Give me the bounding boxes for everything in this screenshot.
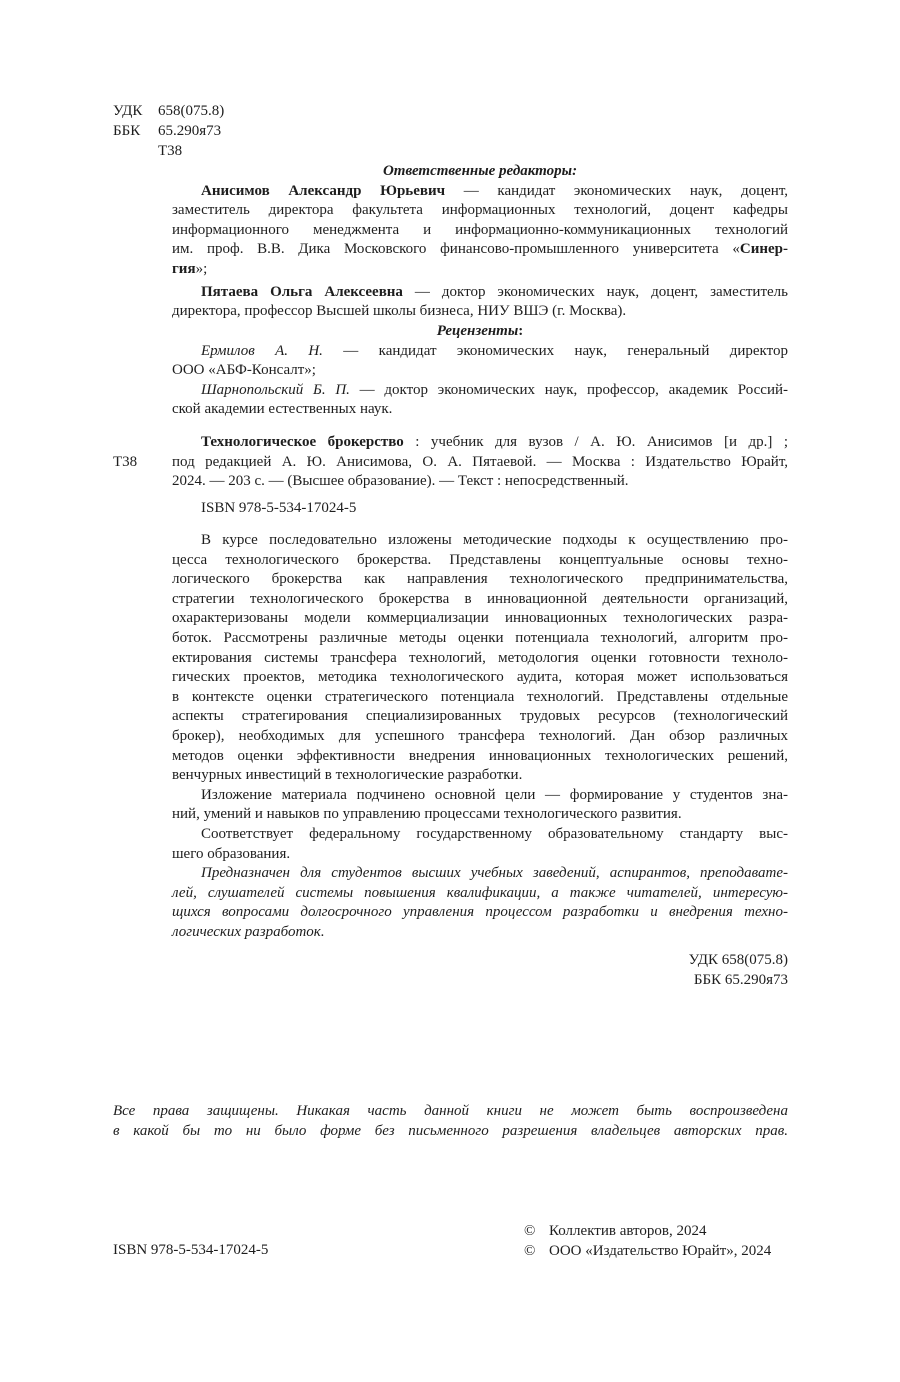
annotation-p4: Предназначен для студентов высших учебных заведений, аспирантов, преподавате- лей, слушателей системы повышения квалификации, а также читателей, интересую- щихся вопросами долгосрочного управления процессом разработки и внедрения техно- логических разработок.: [172, 865, 788, 940]
reviewers-heading: Рецензенты:: [436, 323, 524, 339]
isbn-bottom: ISBN 978-5-534-17024-5: [113, 1242, 269, 1258]
editor2-line1: Пятаева Ольга Алексеевна — доктор экономических наук, доцент, заместитель: [201, 283, 788, 300]
catalog-entry: [172, 433, 788, 492]
reviewer1-line2: ООО «АБФ-Консалт»;: [172, 362, 316, 379]
catalog-line2: под редакцией А. Ю. Анисимова, О. А. Пятаевой. — Москва : Издательство Юрайт,: [172, 453, 788, 470]
annotation: [172, 531, 788, 942]
reviewer2-name: Шарнопольский Б. П.: [201, 381, 350, 398]
udk-label: УДК: [113, 103, 143, 119]
annotation-p3: Соответствует федеральному государственному образовательному стандарту выс- шего образования.: [172, 825, 788, 862]
rights-notice: Все права защищены. Никакая часть данной книги не может быть воспроизведена в какой бы то ни было форме без письменного разрешения владельцев авторских прав.: [113, 1103, 788, 1139]
author-mark: Т38: [158, 143, 183, 159]
book-title: Технологическое брокерство: [201, 434, 404, 450]
copyright-publisher: © ООО «Издательство Юрайт», 2024: [524, 1243, 772, 1259]
reviewer1-name: Ермилов А. Н.: [201, 342, 323, 359]
copyright-icon: ©: [524, 1223, 536, 1239]
udk-value: 658(075.8): [158, 103, 225, 119]
editor1-line1: Анисимов Александр Юрьевич — кандидат экономических наук, доцент,: [201, 182, 788, 199]
isbn-top: ISBN 978-5-534-17024-5: [201, 500, 357, 516]
editor1-line2: заместитель директора факультета информационных технологий, доцент кафедры: [172, 202, 788, 219]
editor2-name: Пятаева Ольга Алексеевна: [201, 283, 403, 300]
copyright-block: [524, 1221, 771, 1261]
classification-codes: [113, 101, 224, 161]
reviewer1-line1: Ермилов А. Н. — кандидат экономических наук, генеральный директор: [201, 342, 788, 359]
editor1-org: Синер-: [739, 241, 788, 258]
bbk-label: ББК: [113, 123, 141, 139]
bbk-row: [113, 121, 224, 141]
bbk-value: 65.290я73: [158, 123, 222, 139]
editor1-line3: информационного менеджмента и информационно-коммуникационных технологий: [172, 221, 788, 238]
classification-bottom: [172, 951, 788, 990]
udk-bottom: УДК 658(075.8): [688, 952, 788, 968]
editors-section: [172, 162, 788, 322]
reviewer2-line2: ской академии естественных наук.: [172, 401, 393, 418]
editor1-line4: им. проф. В.В. Дика Московского финансово-промышленного университета «Синер-: [172, 241, 788, 258]
author-mark-row: [113, 141, 224, 161]
annotation-p2: Изложение материала подчинено основной цели — формирование у студентов зна- ний, умений и навыков по управлению процессами технологического развития.: [172, 786, 788, 823]
editor1-name: Анисимов Александр Юрьевич: [201, 182, 446, 199]
catalog-line3: 2024. — 203 с. — (Высшее образование). — Текст : непосредственный.: [172, 473, 629, 490]
editor1-line5: гия»;: [172, 260, 208, 277]
copyright-authors: © Коллектив авторов, 2024: [524, 1223, 707, 1239]
reviewers-section: [172, 322, 788, 420]
bbk-bottom: ББК 65.290я73: [693, 971, 788, 988]
annotation-p1: В курсе последовательно изложены методические подходы к осуществлению про- цесса технологического брокерства. Представлены концептуальные основы техно- логического брокерства как направления технологического предпринимательства, стратегии технологического брокерства в инновационной деятельности организаций, охарактеризованы модели коммерциализации инновационных технологических разра- боток. Рассмотрены различные методы оценки потенциала технологий, алгоритм про- ектирования системы трансфера технологий, методология оценки готовности техноло- гических проектов, методика технологического аудита, которая может использоваться в контексте оценки стратегического потенциала технологий. Представлены отдельные аспекты стратегирования специализированных трудовых ресурсов (технологический брокер), необходимых для успешного трансфера технологий. Дан обзор различных методов оценки эффективности внедрения инновационных технологических решений, венчурных инвестиций в технологические разработки.: [172, 532, 788, 784]
editors-heading: Ответственные редакторы:: [382, 163, 578, 179]
author-mark-left: Т38: [113, 454, 138, 470]
reviewer2-line1: Шарнопольский Б. П. — доктор экономических наук, профессор, академик Россий-: [201, 381, 788, 398]
udk-row: [113, 101, 224, 121]
copyright-icon: ©: [524, 1243, 536, 1259]
editor2-line2: директора, профессор Высшей школы бизнеса, НИУ ВШЭ (г. Москва).: [172, 303, 627, 320]
catalog-line1: Технологическое брокерство : учебник для вузов / А. Ю. Анисимов [и др.] ;: [201, 434, 788, 450]
